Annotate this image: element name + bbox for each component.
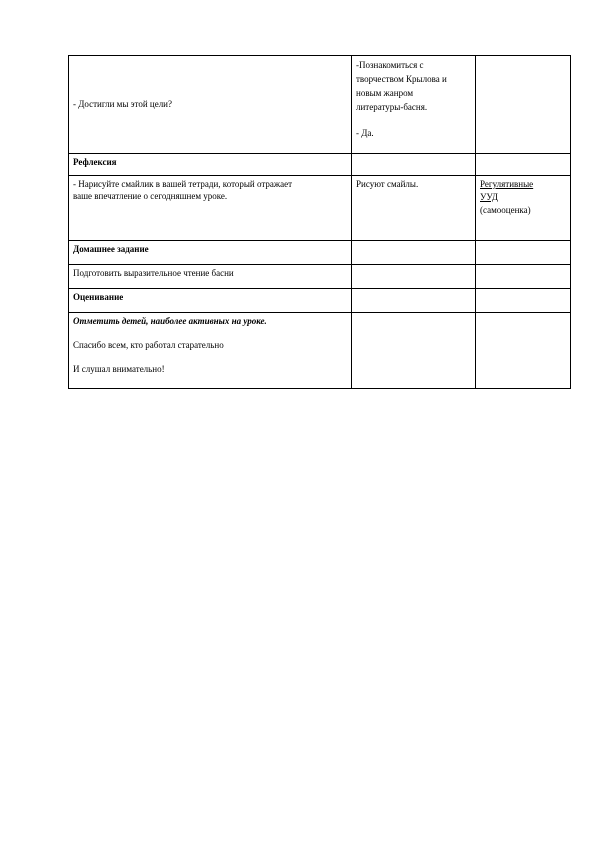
uud-title-line: УУД [480, 192, 498, 202]
assessment-thanks: Спасибо всем, кто работал старательно [73, 340, 224, 350]
empty-cell [352, 265, 476, 289]
empty-cell [352, 154, 476, 176]
goal-question-cell [69, 56, 352, 154]
empty-cell [352, 313, 476, 389]
homework-heading-cell [69, 241, 352, 265]
empty-cell [476, 289, 571, 313]
goal-answer-line: -Познакомиться с [356, 60, 424, 70]
goal-answer-line: литературы-басня. [356, 102, 428, 112]
goal-answer-cell [352, 56, 476, 154]
goal-answer-line: творчеством Крылова и [356, 74, 447, 84]
reflection-action-cell [352, 176, 476, 241]
uud-title-line: Регулятивные [480, 179, 534, 189]
homework-task-cell [69, 265, 352, 289]
table-row-assessment-heading [69, 289, 571, 313]
table-row-reflection [69, 176, 571, 241]
goal-empty-cell [476, 56, 571, 154]
empty-cell [476, 154, 571, 176]
assessment-note: Отметить детей, наиболее активных на уроке. [73, 316, 267, 326]
table-row-reflection-heading [69, 154, 571, 176]
reflection-task-line: - Нарисуйте смайлик в вашей тетради, который отражает [73, 179, 293, 189]
assessment-heading-cell [69, 289, 352, 313]
empty-cell [476, 313, 571, 389]
homework-task: Подготовить выразительное чтение басни [73, 268, 234, 278]
homework-heading: Домашнее задание [73, 244, 149, 254]
empty-cell [352, 241, 476, 265]
goal-answer-line: новым жанром [356, 88, 414, 98]
goal-question: - Достигли мы этой цели? [73, 99, 172, 109]
table-row-homework [69, 265, 571, 289]
reflection-heading-cell [69, 154, 352, 176]
table-row-assessment [69, 313, 571, 389]
reflection-uud-cell [476, 176, 571, 241]
empty-cell [476, 241, 571, 265]
table-row-homework-heading [69, 241, 571, 265]
reflection-student-action: Рисуют смайлы. [356, 179, 419, 189]
assessment-heading: Оценивание [73, 292, 124, 302]
empty-cell [352, 289, 476, 313]
assessment-note-cell [69, 313, 352, 389]
goal-answer-yes: - Да. [356, 128, 374, 138]
assessment-thanks-2: И слушал внимательно! [73, 364, 165, 374]
reflection-heading: Рефлексия [73, 157, 117, 167]
reflection-task-line: ваше впечатление о сегодняшнем уроке. [73, 191, 228, 201]
lesson-table [68, 55, 571, 389]
empty-cell [476, 265, 571, 289]
table-row-goal [69, 56, 571, 154]
reflection-task-cell [69, 176, 352, 241]
uud-note: (самооценка) [480, 205, 531, 215]
